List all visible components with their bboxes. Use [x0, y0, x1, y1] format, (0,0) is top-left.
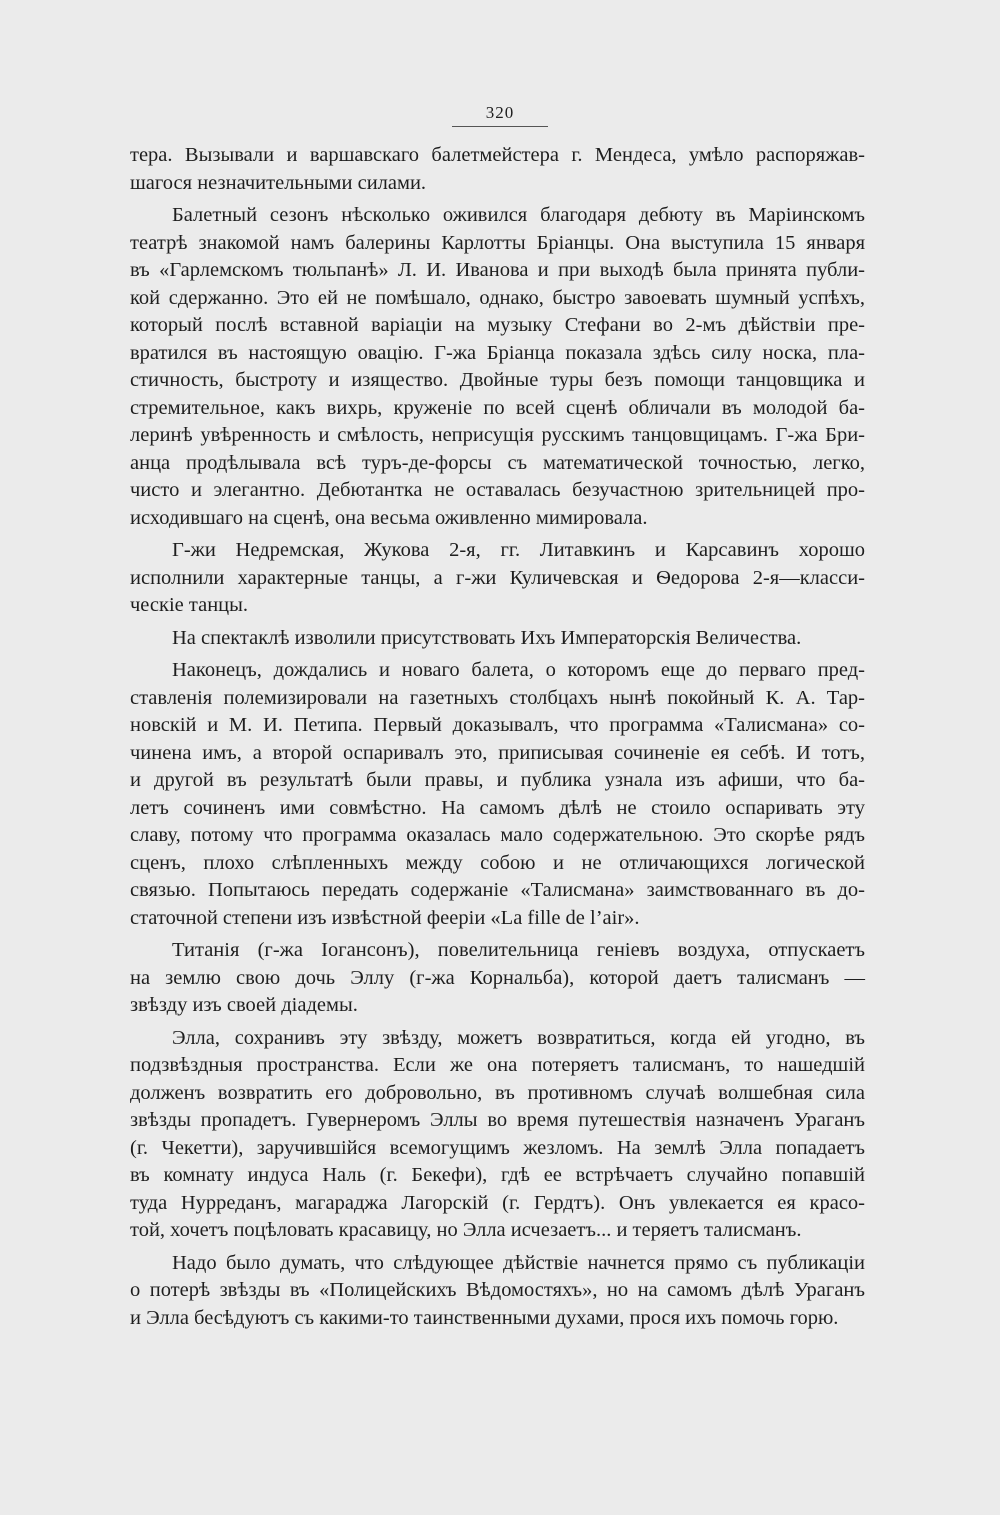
text-line: туда Нурреданъ, магараджа Лагорскій (г. Гердтъ). Онъ увлекается ея красо-	[130, 1191, 865, 1214]
text-line: вратился въ настоящую овацію. Г-жа Бріанца показала здѣсь силу носка, пла-	[130, 341, 865, 364]
text-line: стичность, быстроту и изящество. Двойные туры безъ помощи танцовщика и	[130, 369, 865, 391]
text-line: тера. Вызывали и варшавскаго балетмейстера г. Мендеса, умѣло распоряжав-	[130, 144, 865, 166]
text-line: стремительное, какъ вихрь, круженіе по всей сценѣ обличали въ молодой ба-	[130, 396, 865, 419]
paragraph	[130, 937, 865, 1020]
text-line: исходившаго на сценѣ, она весьма оживленно мимировала.	[130, 506, 648, 529]
text-line: сценъ, плохо слѣпленныхъ между собою и не отличающихся логической	[130, 851, 865, 874]
text-line: ставленія полемизировали на газетныхъ столбцахъ нынѣ покойный К. А. Тар-	[130, 686, 865, 709]
paragraph	[130, 657, 865, 932]
text-line: (г. Чекетти), заручившійся всемогущимъ жезломъ. На землѣ Элла попадаетъ	[130, 1136, 865, 1159]
paragraph	[130, 1025, 865, 1245]
text-line: театрѣ знакомой намъ балерины Карлотты Бріанцы. Она выступила 15 января	[130, 231, 865, 254]
text-line: звѣзды пропадетъ. Гувернеромъ Эллы во время путешествія назначенъ Ураганъ	[130, 1109, 865, 1131]
text-line: Г-жи Недремская, Жукова 2-я, гг. Литавкинъ и Карсавинъ хорошо	[172, 539, 865, 561]
text-line: и другой въ результатѣ были правы, и публика узнала изъ афиши, что ба-	[130, 769, 865, 791]
paragraph	[130, 1250, 865, 1333]
text-line: который послѣ вставной варіаціи на музыку Стефани во 2-мъ дѣйствіи пре-	[130, 314, 865, 336]
text-line: долженъ возвратить его добровольно, въ противномъ случаѣ волшебная сила	[130, 1081, 865, 1104]
text-line: статочной степени изъ извѣстной феерiи «La fille de l’air».	[130, 906, 640, 929]
text-line: летъ сочиненъ ими совмѣстно. На самомъ дѣлѣ не стоило оспаривать эту	[130, 796, 865, 819]
paragraph	[130, 142, 865, 197]
paragraph	[130, 202, 865, 532]
text-line: на землю свою дочь Эллу (г-жа Корнальба), которой даетъ талисманъ —	[130, 966, 865, 989]
paragraph	[130, 537, 865, 620]
page-number: 320	[452, 102, 549, 127]
text-line: анца продѣлывала всѣ туръ-де-форсы съ математической точностью, легко,	[130, 451, 865, 474]
text-line: о потерѣ звѣзды въ «Полицейскихъ Вѣдомостяхъ», но на самомъ дѣлѣ Ураганъ	[130, 1279, 865, 1301]
text-line: и Элла бесѣдуютъ съ какими-то таинственными духами, прося ихъ помочь горю.	[130, 1306, 839, 1329]
text-line: той, хочетъ поцѣловать красавицу, но Элла исчезаетъ... и теряетъ талисманъ.	[130, 1219, 802, 1241]
text-line: На спектаклѣ изволили присутствовать Ихъ Императорскія Величества.	[172, 626, 802, 649]
text-line: Надо было думать, что слѣдующее дѣйствіе начнется прямо съ публикаціи	[172, 1251, 865, 1274]
text-line: Наконецъ, дождались и новаго балета, о которомъ еще до перваго пред-	[172, 659, 865, 681]
text-line: шагося незначительными силами.	[130, 171, 427, 194]
text-line: въ комнату индуса Наль (г. Бекефи), гдѣ ее встрѣчаетъ случайно попавшій	[130, 1164, 865, 1186]
text-line: Балетный сезонъ нѣсколько оживился благодаря дебюту въ Маріинскомъ	[172, 204, 865, 226]
text-line: Элла, сохранивъ эту звѣзду, можетъ возвратиться, когда ей угодно, въ	[172, 1026, 865, 1049]
text-line: чисто и элегантно. Дебютантка не оставалась безучастною зрительницей про-	[130, 479, 865, 501]
text-line: леринѣ увѣренность и смѣлость, неприсущія русскимъ танцовщицамъ. Г-жа Бри-	[130, 424, 865, 446]
text-line: чинена имъ, а второй оспаривалъ это, приписывая сочиненіе ея себѣ. И тотъ,	[130, 741, 865, 764]
page-header	[0, 102, 1000, 127]
text-line: ческіе танцы.	[130, 594, 249, 616]
text-line: Титанія (г-жа Іогансонъ), повелительница геніевъ воздуха, отпускаетъ	[172, 939, 865, 961]
paragraph	[130, 625, 865, 653]
text-line: въ «Гарлемскомъ тюльпанѣ» Л. И. Иванова и при выходѣ была принята публи-	[130, 259, 865, 281]
text-line: исполнили характерные танцы, а г-жи Куличевская и Ѳедорова 2-я—класси-	[130, 566, 865, 589]
text-line: новскій и М. И. Петипа. Первый доказывалъ, что программа «Талисмана» со-	[130, 714, 865, 736]
page-body	[130, 142, 865, 1332]
text-line: звѣзду изъ своей діадемы.	[130, 994, 358, 1016]
text-line: славу, потому что программа оказалась мало содержательною. Это скорѣе рядъ	[130, 824, 865, 846]
text-line: кой сдержанно. Это ей не помѣшало, однако, быстро завоевать шумный успѣхъ,	[130, 286, 865, 309]
text-line: связью. Попытаюсь передать содержаніе «Талисмана» заимствованнаго въ до-	[130, 879, 865, 901]
text-line: подзвѣздныя пространства. Если же она потеряетъ талисманъ, то нашедшій	[130, 1054, 865, 1076]
